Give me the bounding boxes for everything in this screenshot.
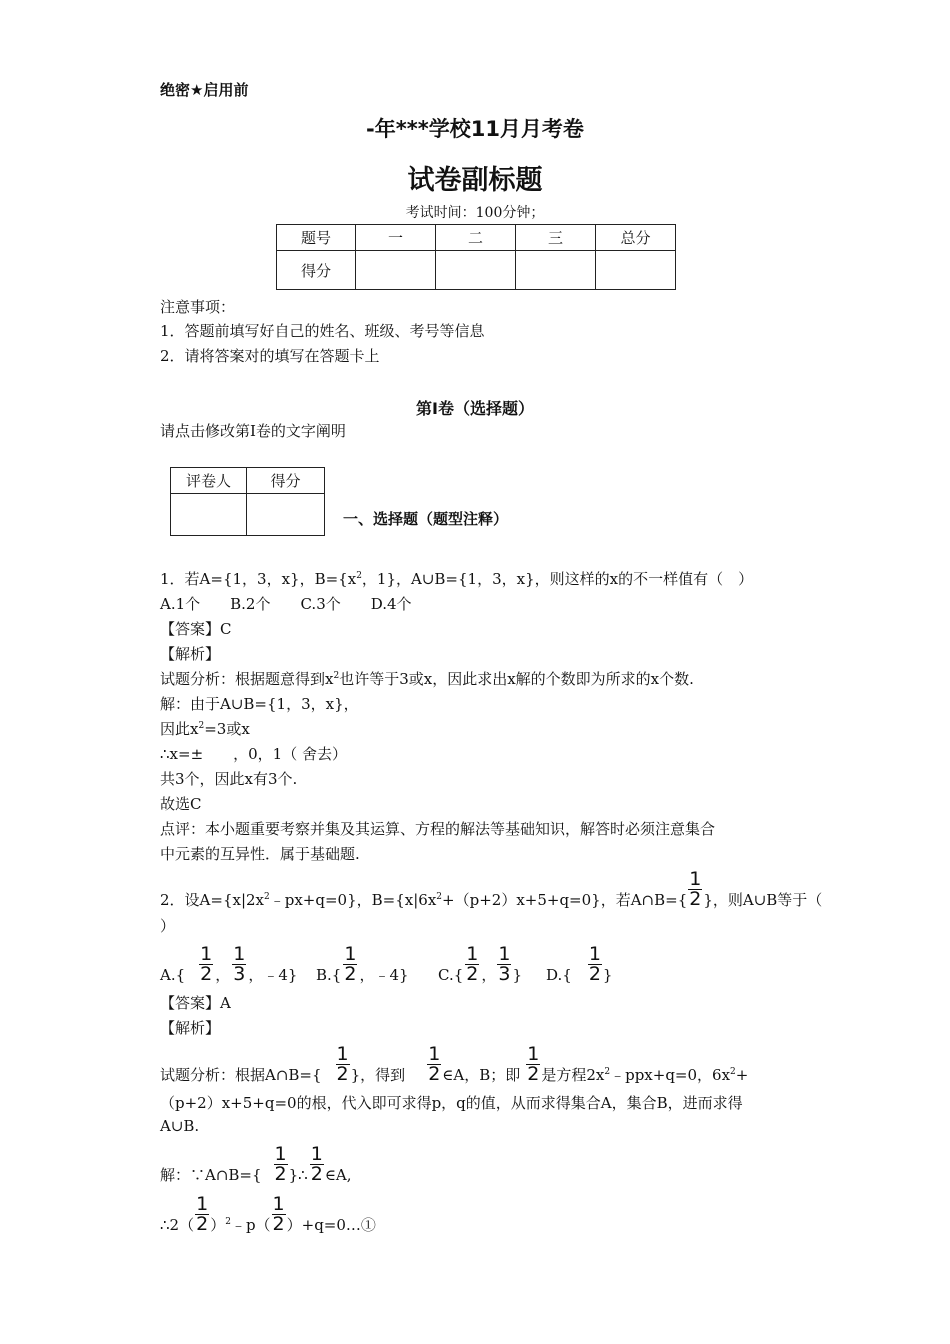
fraction-half: $\frac{1}{2}$ [200, 943, 213, 985]
q1-solution-line: 解：由于A∪B={1，3，x}， [160, 695, 359, 713]
q2-answer: 【答案】A [160, 994, 231, 1012]
exam-title: -年***学校11月月考卷 [366, 117, 584, 141]
q1-solution-line: ∴x=± ，0，1（ 舍去） [160, 745, 347, 763]
notes-title: 注意事项： [160, 298, 236, 316]
score-row-label: 得分 [277, 251, 356, 290]
fraction-half: $\frac{1}{2}$ [428, 1043, 441, 1085]
fraction-half: $\frac{1}{2}$ [344, 943, 357, 985]
note-item: 2．请将答案对的填写在答题卡上 [160, 347, 380, 365]
secret-label: 绝密★启用前 [160, 81, 249, 99]
part1-description: 请点击修改第Ⅰ卷的文字阐明 [160, 422, 346, 440]
q2-analysis-line: 试题分析：根据A∩B={ $\frac{1}{2}$ }，得到 $\frac{1}{2}$ ∈A，B；即 $\frac{1}{2}$ 是方程$2x^2﹣ppx+q=0$，$6x^2+$ [160, 1043, 749, 1085]
score-cell[interactable] [516, 251, 596, 290]
grader-cell[interactable] [171, 494, 247, 536]
fraction-half: $\frac{1}{2}$ [310, 1143, 323, 1185]
score-cell[interactable] [356, 251, 436, 290]
score-cell[interactable] [436, 251, 516, 290]
section-title: 一、选择题（题型注释） [343, 510, 509, 528]
q1-analysis-label: 【解析】 [160, 645, 221, 663]
q2-stem-end: ） [160, 917, 176, 935]
fraction-half: $\frac{1}{2}$ [196, 1193, 209, 1235]
q2-solution-line: 解：∵A∩B={ $\frac{1}{2}$ }∴ $\frac{1}{2}$ ∈A, [160, 1143, 352, 1185]
q1-solution-line: 因此$x^2=3$或x [160, 720, 250, 738]
score-header-cell: 题号 [277, 225, 356, 251]
grader-header: 得分 [247, 468, 325, 494]
q2-analysis-line: （p+2）x+5+q=0的根，代入即可求得p，q的值，从而求得集合A，集合B，进而求得 [160, 1094, 743, 1112]
q1-analysis: 试题分析：根据题意得到$x^2$也许等于3或x，因此求出x解的个数即为所求的x个数. [160, 670, 694, 688]
score-table [276, 224, 676, 290]
part1-title: 第Ⅰ卷（选择题） [416, 399, 534, 418]
grader-cell[interactable] [247, 494, 325, 536]
q2-solution-line: ∴2（ $\frac{1}{2}$ ）$^2$﹣p（ $\frac{1}{2}$ ）+q=0…① [160, 1193, 376, 1235]
score-header-cell: 总分 [596, 225, 676, 251]
fraction-half: $\frac{1}{2}$ [274, 1143, 287, 1185]
fraction-half: $\frac{1}{2}$ [466, 943, 479, 985]
q1-comment: 点评：本小题重要考察并集及其运算、方程的解法等基础知识，解答时必须注意集合 [160, 820, 716, 838]
q1-answer: 【答案】C [160, 620, 232, 638]
q1-solution-line: 共3个，因此x有3个. [160, 770, 298, 788]
q1-solution-line: 故选C [160, 795, 202, 813]
fraction-half: $\frac{1}{2}$ [336, 1043, 349, 1085]
grader-table [170, 467, 325, 536]
score-header-cell: 二 [436, 225, 516, 251]
q2-option-a: A.{ $\frac{1}{2}$ ， $\frac{1}{3}$ ， ﹣4} [160, 943, 298, 985]
q1-comment: 中元素的互异性．属于基础题. [160, 845, 360, 863]
q2-analysis-label: 【解析】 [160, 1019, 221, 1037]
q2-stem: 2．设$A=\{x|2x^2﹣px+q=0\}$，$B=\{x|6x^2+(p+2)x+5+q=0\}$，若A∩B={ $\frac{1}{2}$ }，则A∪B等于（ [160, 868, 823, 910]
fraction-half: $\frac{1}{2}$ [272, 1193, 285, 1235]
fraction-half: $\frac{1}{2}$ [588, 943, 601, 985]
note-item: 1．答题前填写好自己的姓名、班级、考号等信息 [160, 322, 485, 340]
q1-stem: 1．若A={1，3，x}，$B=\{x^2$，1}，A∪B={1，3，x}，则这样的x的不一样值有（ ） [160, 570, 754, 588]
grader-header: 评卷人 [171, 468, 247, 494]
q1-options: A.1个 B.2个 C.3个 D.4个 [160, 595, 412, 613]
q2-analysis-line: A∪B. [160, 1117, 200, 1135]
score-header-cell: 三 [516, 225, 596, 251]
fraction-half: $\frac{1}{2}$ [689, 868, 702, 910]
fraction-half: $\frac{1}{2}$ [527, 1043, 540, 1085]
score-header-cell: 一 [356, 225, 436, 251]
fraction-third: $\frac{1}{3}$ [233, 943, 246, 985]
exam-time: 考试时间：100分钟； [405, 205, 545, 221]
score-cell[interactable] [596, 251, 676, 290]
exam-subtitle: 试卷副标题 [407, 165, 543, 196]
q2-option-d: D.{ $\frac{1}{2}$ } [546, 943, 613, 985]
q2-option-b: B.{ $\frac{1}{2}$ ， ﹣4} [316, 943, 409, 985]
q2-option-c: C.{ $\frac{1}{2}$ ， $\frac{1}{3}$ } [438, 943, 523, 985]
fraction-third: $\frac{1}{3}$ [498, 943, 511, 985]
